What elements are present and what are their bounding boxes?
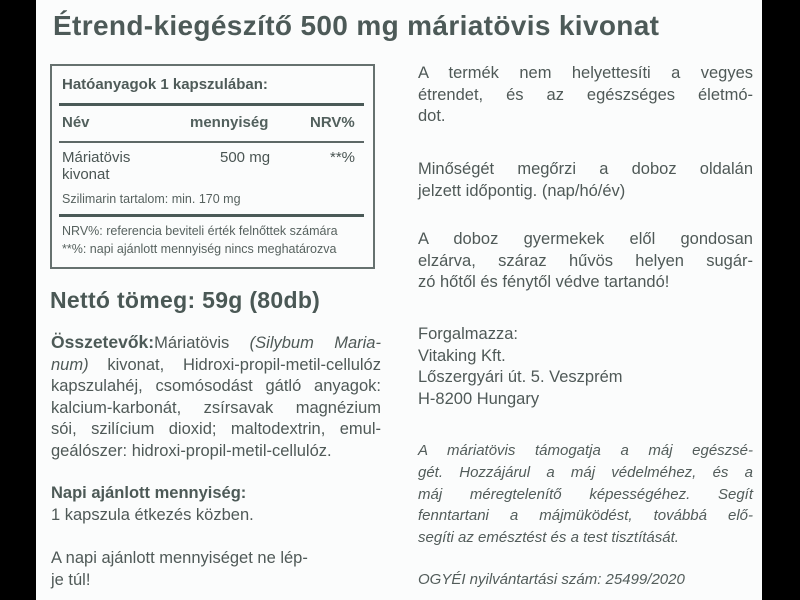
column-header-amount: mennyiség	[190, 114, 269, 131]
net-weight: Nettó tömeg: 59g (80db)	[50, 287, 321, 313]
text-line: dot.	[418, 107, 446, 125]
footnote-stars: **%: napi ajánlott mennyiség nincs meghatározva	[62, 242, 337, 256]
warning-line: A napi ajánlott mennyiséget ne lép-	[51, 549, 308, 567]
footnote-nrv: NRV%: referencia beviteli érték felnőttek számára	[62, 224, 338, 238]
composition-text: kalcium-karbonát, zsírsavak magnézium	[51, 398, 381, 417]
text-line: máj méregtelenítő képességéhez. Segít	[418, 485, 753, 503]
ingredient-name-line: kivonat	[62, 166, 110, 183]
text-line: fenntartani a májmüködést, továbbá elő-	[418, 507, 753, 525]
text-line: A máriatövis támogatja a máj egészsé-	[418, 442, 753, 459]
composition-text: geálószer: hidroxi-propil-metil-cellulóz.	[51, 441, 332, 460]
health-benefits	[418, 440, 753, 549]
composition-text: sói, szilícium dioxid; maltodextrin, emul-	[51, 420, 381, 438]
composition-label: Összetevők:	[51, 332, 155, 352]
composition-text: kivonat, Hidroxi-propil-metil-cellulóz	[88, 355, 381, 374]
text-line: A doboz gyermekek elől gondosan	[418, 230, 753, 248]
ingredient-nrv: **%	[330, 149, 356, 166]
daily-dose-value: 1 kapszula étkezés közben.	[51, 505, 254, 524]
text-line: segíti az emésztést és a test tisztítását.	[418, 529, 679, 547]
composition-text: Máriatövis	[154, 334, 250, 352]
storage-note	[418, 229, 753, 294]
text-line: zó hőtől és fénytől védve tartandó!	[418, 273, 670, 291]
column-header-name: Név	[62, 114, 90, 131]
product-title: Étrend-kiegészítő 500 mg máriatövis kivonat	[53, 10, 660, 41]
column-header-nrv: NRV%	[310, 114, 355, 131]
registration-text: OGYÉI nyilvántartási szám: 25499/2020	[418, 571, 685, 588]
latin-name: (Silybum Maria-	[249, 334, 381, 352]
text-line: étrendet, és az egészséges életmó-	[418, 85, 753, 104]
daily-dose	[51, 483, 381, 526]
text-line: elzárva, száraz hűvös helyen sugár-	[418, 251, 753, 270]
registration-number	[418, 569, 753, 591]
warning-line: je túl!	[51, 570, 91, 589]
box-header: Hatóanyagok 1 kapszulában:	[62, 76, 268, 93]
composition-text: kapszulahéj, csomósodást gátló anyagok:	[51, 377, 381, 395]
distributor-address: Lőszergyári út. 5. Veszprém	[418, 368, 623, 386]
distributor-postal: H-8200 Hungary	[418, 389, 540, 408]
dose-warning	[51, 548, 381, 591]
distributor-company: Vitaking Kft.	[418, 346, 506, 365]
silymarin-note: Szilimarin tartalom: min. 170 mg	[62, 192, 241, 206]
distributor-label: Forgalmazza:	[418, 325, 518, 343]
text-line: A termék nem helyettesíti a vegyes	[418, 64, 753, 82]
text-line: gét. Hozzájárul a máj védelméhez, és a	[418, 463, 753, 481]
ingredient-name-line: Máriatövis	[62, 149, 131, 166]
latin-name: num)	[51, 355, 89, 374]
diet-note	[418, 63, 753, 128]
shelf-life-note	[418, 159, 753, 202]
composition	[51, 332, 381, 462]
ingredient-amount: 500 mg	[220, 149, 271, 166]
ingredient-name	[62, 149, 130, 183]
divider	[59, 103, 364, 106]
active-ingredients-box	[50, 64, 375, 269]
label-page	[36, 0, 762, 600]
daily-dose-label: Napi ajánlott mennyiség:	[51, 484, 247, 502]
divider	[59, 214, 364, 217]
text-line: jelzett időpontig. (nap/hó/év)	[418, 181, 626, 200]
divider	[59, 141, 364, 143]
text-line: Minőségét megőrzi a doboz oldalán	[418, 160, 753, 178]
distributor	[418, 324, 753, 410]
